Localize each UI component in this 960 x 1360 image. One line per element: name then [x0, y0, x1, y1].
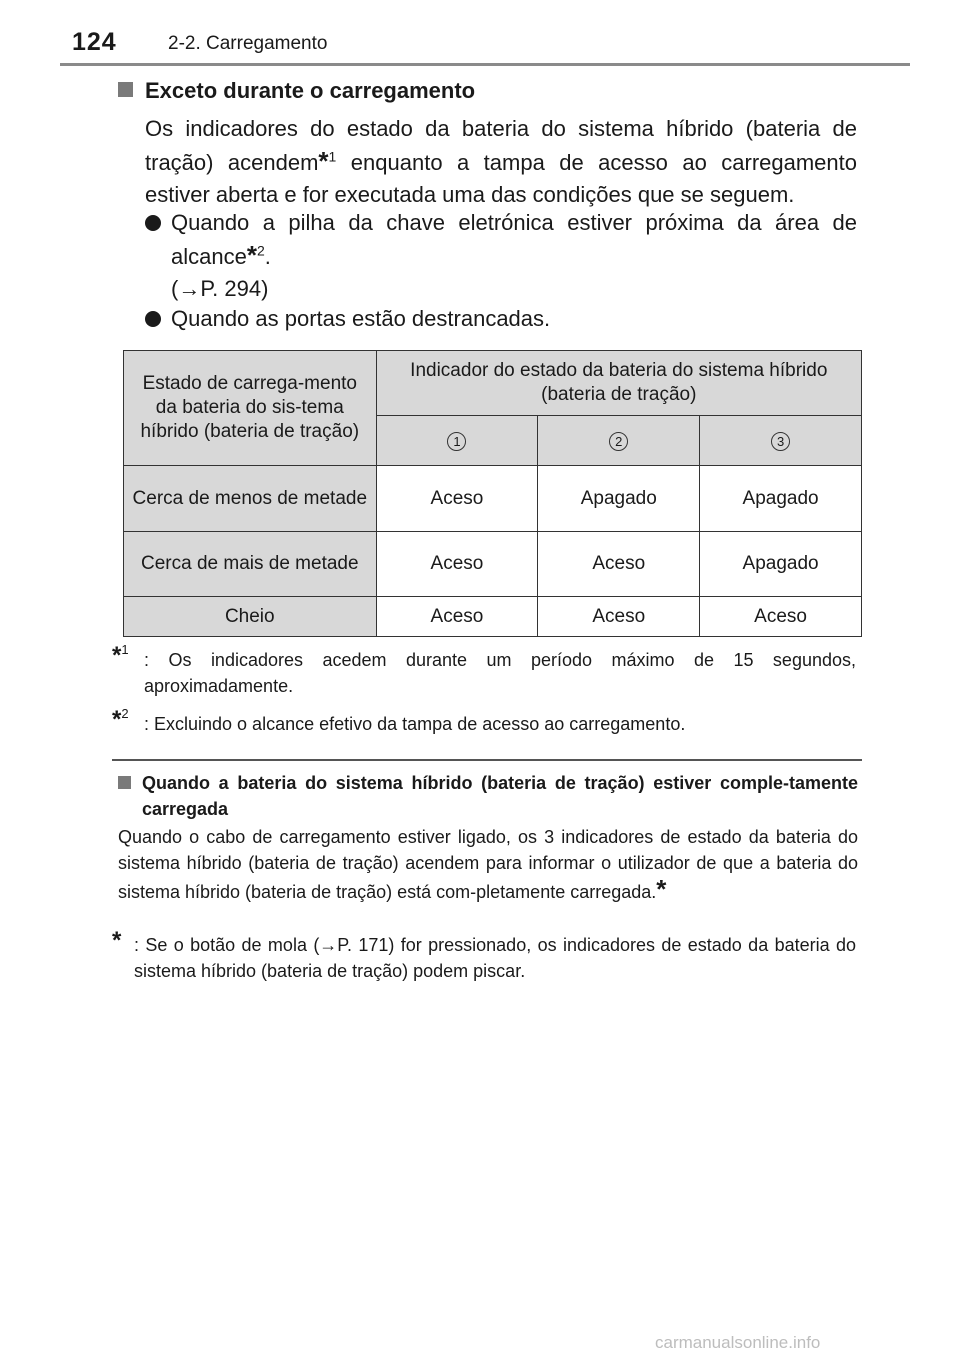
row-state: Cerca de mais de metade — [124, 532, 377, 597]
heading-main — [118, 78, 475, 104]
table-cell: Aceso — [376, 466, 538, 532]
circled-number-icon: 3 — [771, 432, 790, 451]
bullet-dot-icon — [145, 311, 161, 327]
battery-indicator-table — [123, 350, 862, 637]
indicator-3-header — [700, 416, 862, 466]
row-state: Cerca de menos de metade — [124, 466, 377, 532]
indicator-1-header — [376, 416, 538, 466]
page-number: 124 — [72, 28, 117, 56]
footnote-2-text: : Excluindo o alcance efetivo da tampa de acesso ao carregamento. — [144, 714, 686, 734]
paragraph-intro-part1: Os indicadores do estado da bateria do sistema híbrido (bateria de tração) acendem — [145, 116, 857, 175]
table-cell: Aceso — [538, 532, 700, 597]
watermark: carmanualsonline.info — [655, 1333, 821, 1352]
footnote-ref-1: 1 — [328, 148, 337, 165]
table-cell: Aceso — [376, 532, 538, 597]
bullet-2-text: Quando as portas estão destrancadas. — [171, 306, 551, 331]
table-cell: Apagado — [538, 466, 700, 532]
table-cell: Apagado — [700, 466, 862, 532]
header-divider — [60, 63, 910, 66]
square-bullet-icon — [118, 776, 131, 789]
footnote-3 — [112, 927, 856, 984]
table-cell: Apagado — [700, 532, 862, 597]
page-reference-link[interactable]: (→P. 294) — [171, 276, 269, 301]
paragraph-charged — [118, 824, 858, 905]
table-cell: Aceso — [700, 597, 862, 637]
table-row — [124, 597, 862, 637]
table-row — [124, 466, 862, 532]
page-header — [60, 26, 910, 66]
bullet-1-suffix: . — [264, 244, 271, 269]
footnote-3-text: : Se o botão de mola (→P. 171) for pressionado, os indicadores de estado da bateria do sistema híbrido (bateria de tração) podem piscar. — [134, 935, 856, 981]
paragraph-intro — [145, 113, 857, 211]
footnote-1 — [112, 642, 856, 699]
bullet-1-text: Quando a pilha da chave eletrónica estiver próxima da área de alcance — [171, 210, 857, 269]
asterisk-mark: * — [656, 874, 667, 904]
asterisk-mark: * — [318, 146, 329, 176]
bullet-dot-icon — [145, 215, 161, 231]
circled-number-icon: 1 — [447, 432, 466, 451]
paragraph-charged-text: Quando o cabo de carregamento estiver ligado, os 3 indicadores de estado da bateria do sistema híbrido (bateria de tração) acendem para informar o utilizador de que a bateria do sistema híbrido (bateria de tração) está com-pletamente carregada. — [118, 827, 858, 902]
footnote-mark: *$^2$ — [112, 706, 129, 733]
table-cell: Aceso — [376, 597, 538, 637]
bullet-item-1 — [145, 207, 857, 305]
heading-sub — [118, 770, 858, 822]
table-header-state: Estado de carrega-mento da bateria do sis-tema híbrido (bateria de tração) — [124, 351, 377, 466]
footnote-1-text: : Os indicadores acedem durante um período máximo de 15 segundos, aproximadamente. — [144, 650, 856, 696]
section-title: 2-2. Carregamento — [168, 33, 328, 54]
row-state: Cheio — [124, 597, 377, 637]
section-divider — [112, 759, 862, 761]
bullet-item-2 — [145, 303, 857, 335]
paragraph-intro-part2: enquanto a tampa de acesso ao carregamento estiver aberta e for executada uma das condições que se seguem. — [145, 150, 857, 207]
table-row — [124, 532, 862, 597]
square-bullet-icon — [118, 82, 133, 97]
footnote-mark: *$^1$ — [112, 642, 129, 669]
footnote-2 — [112, 706, 856, 737]
footnote-ref-2: 2 — [256, 242, 265, 259]
indicator-2-header — [538, 416, 700, 466]
table-cell: Aceso — [538, 597, 700, 637]
table-header-indicator: Indicador do estado da bateria do sistema híbrido (bateria de tração) — [376, 351, 861, 416]
circled-number-icon: 2 — [609, 432, 628, 451]
heading-main-text: Exceto durante o carregamento — [145, 78, 476, 103]
heading-sub-text: Quando a bateria do sistema híbrido (bateria de tração) estiver comple-tamente carregada — [142, 773, 858, 819]
asterisk-mark: * — [246, 240, 257, 270]
footnote-mark: * — [112, 927, 122, 954]
